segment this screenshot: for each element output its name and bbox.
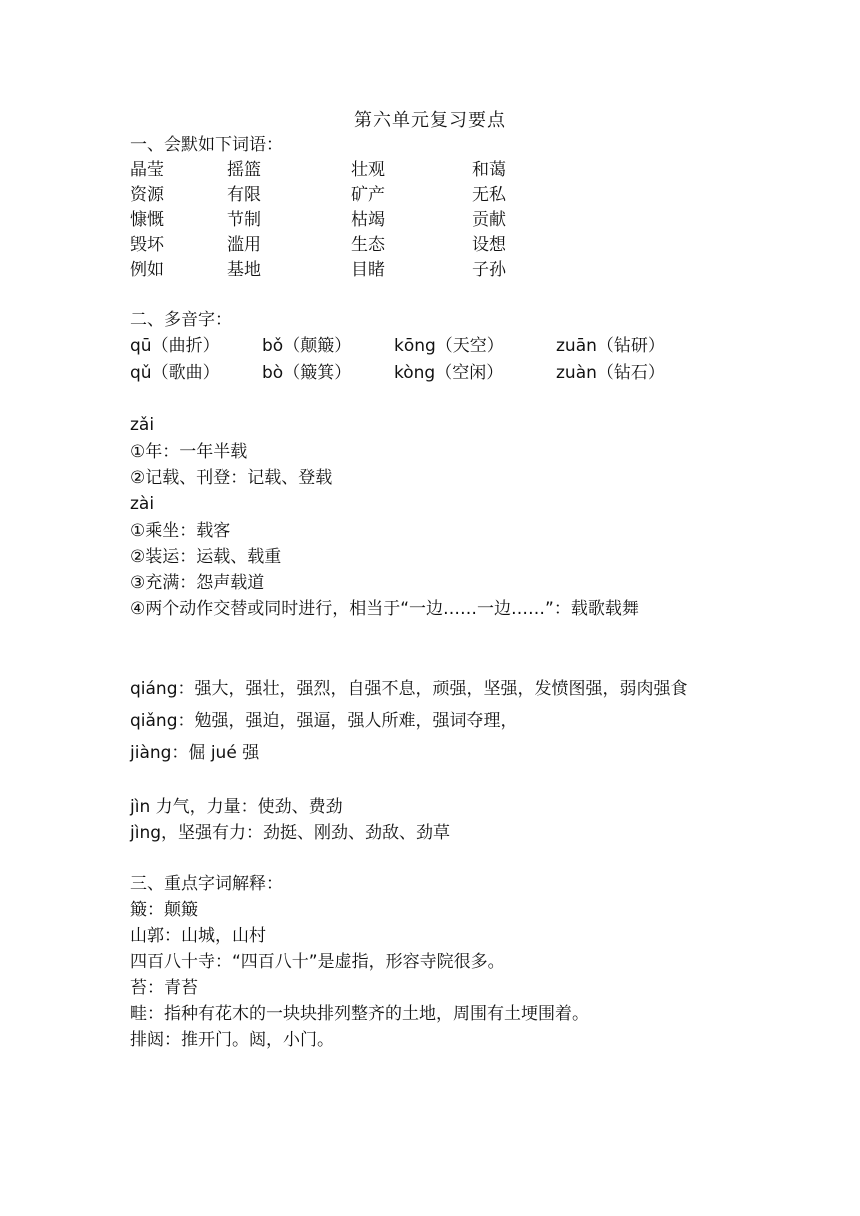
definition-item: 畦：指种有花木的一块块排列整齐的土地，周围有土埂围着。 bbox=[130, 1004, 589, 1024]
pinyin-entry: kòng（空闲） bbox=[394, 363, 504, 383]
page-title: 第六单元复习要点 bbox=[354, 110, 506, 131]
vocab-word: 滥用 bbox=[227, 235, 261, 255]
jin-entry: jìn 力气，力量：使劲、费劲 bbox=[130, 797, 343, 817]
vocab-word: 目睹 bbox=[351, 260, 385, 280]
pinyin-entry: bò（簸箕） bbox=[262, 363, 352, 383]
content bbox=[130, 133, 740, 1053]
vocab-word: 无私 bbox=[472, 185, 506, 205]
zai-meaning: ①年：一年半载 bbox=[130, 442, 248, 462]
vocab-grid bbox=[130, 158, 740, 283]
definition-item: 四百八十寺：“四百八十”是虚指，形容寺院很多。 bbox=[130, 952, 505, 972]
section1-heading: 一、会默如下词语： bbox=[130, 135, 283, 155]
vocab-word: 例如 bbox=[130, 260, 164, 280]
vocab-row bbox=[130, 158, 740, 183]
vocab-word: 慷慨 bbox=[130, 210, 164, 230]
qiang-entry: jiàng：倔 jué 强 bbox=[130, 743, 260, 763]
vocab-word: 和蔼 bbox=[472, 160, 506, 180]
vocab-word: 节制 bbox=[227, 210, 261, 230]
zai-meaning: ②记载、刊登：记载、登载 bbox=[130, 468, 333, 488]
vocab-word: 生态 bbox=[351, 235, 385, 255]
vocab-word: 壮观 bbox=[351, 160, 385, 180]
pinyin-entry: qǔ（歌曲） bbox=[130, 363, 220, 383]
pinyin-entry: qū（曲折） bbox=[130, 336, 220, 356]
vocab-word: 基地 bbox=[227, 260, 261, 280]
vocab-word: 晶莹 bbox=[130, 160, 164, 180]
definition-item: 簸：颠簸 bbox=[130, 900, 198, 920]
jin-entry: jìng，坚强有力：劲挺、刚劲、劲敌、劲草 bbox=[130, 823, 451, 843]
section2-heading: 二、多音字： bbox=[130, 310, 232, 330]
vocab-word: 摇篮 bbox=[227, 160, 261, 180]
section3-heading: 三、重点字词解释： bbox=[130, 874, 283, 894]
zai-meaning: ①乘坐：载客 bbox=[130, 521, 231, 541]
pinyin-row bbox=[130, 360, 740, 387]
vocab-word: 资源 bbox=[130, 185, 164, 205]
vocab-word: 有限 bbox=[227, 185, 261, 205]
vocab-row bbox=[130, 183, 740, 208]
vocab-word: 贡献 bbox=[472, 210, 506, 230]
qiang-entry: qiǎng：勉强，强迫，强逼，强人所难，强词夺理， bbox=[130, 711, 518, 731]
pinyin-entry: zuān（钻研） bbox=[556, 336, 665, 356]
zai4-pinyin: zài bbox=[130, 494, 155, 514]
zai-meaning: ③充满：怨声载道 bbox=[130, 573, 265, 593]
qiang-entry: qiáng：强大，强壮，强烈，自强不息，顽强，坚强，发愤图强，弱肉强食 bbox=[130, 679, 688, 699]
definition-item: 排闼：推开门。闼，小门。 bbox=[130, 1030, 334, 1050]
pinyin-entry: zuàn（钻石） bbox=[556, 363, 665, 383]
pinyin-entry: bǒ（颠簸） bbox=[262, 336, 352, 356]
zai3-pinyin: zǎi bbox=[130, 415, 155, 435]
vocab-word: 矿产 bbox=[351, 185, 385, 205]
definition-item: 苔：青苔 bbox=[130, 978, 198, 998]
zai-meaning: ②装运：运载、载重 bbox=[130, 547, 282, 567]
zai-meaning: ④两个动作交替或同时进行，相当于“一边……一边……”：载歌载舞 bbox=[130, 599, 639, 619]
vocab-row bbox=[130, 233, 740, 258]
vocab-word: 毁坏 bbox=[130, 235, 164, 255]
vocab-word: 子孙 bbox=[472, 260, 506, 280]
definition-item: 山郭：山城，山村 bbox=[130, 926, 266, 946]
vocab-word: 设想 bbox=[472, 235, 506, 255]
vocab-row bbox=[130, 258, 740, 283]
vocab-row bbox=[130, 208, 740, 233]
pinyin-entry: kōng（天空） bbox=[394, 336, 504, 356]
pinyin-row bbox=[130, 333, 740, 360]
vocab-word: 枯竭 bbox=[351, 210, 385, 230]
